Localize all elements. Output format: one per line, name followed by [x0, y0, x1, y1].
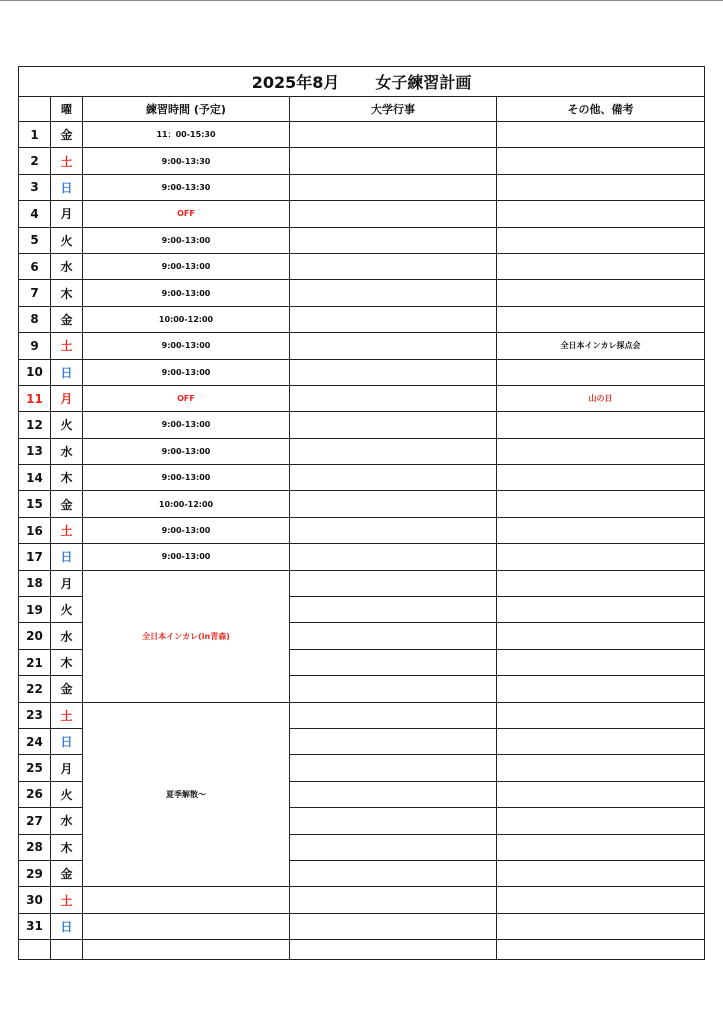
university-event-cell [290, 333, 497, 359]
practice-time-cell: 9:00-13:30 [83, 174, 290, 200]
day-row [19, 122, 705, 148]
dow-cell: 日 [51, 359, 83, 385]
blank-cell [290, 940, 497, 960]
day-row [19, 887, 705, 913]
notes-cell [497, 676, 705, 702]
dow-cell: 木 [51, 834, 83, 860]
date-cell: 6 [19, 253, 51, 279]
dow-cell: 木 [51, 280, 83, 306]
date-cell: 27 [19, 808, 51, 834]
day-row [19, 306, 705, 332]
day-row [19, 517, 705, 543]
dow-cell: 火 [51, 412, 83, 438]
merged-practice-block: 夏季解散～ [83, 702, 290, 887]
date-cell: 16 [19, 517, 51, 543]
day-row [19, 280, 705, 306]
header-practice-time: 練習時間 (予定) [83, 97, 290, 122]
day-row [19, 201, 705, 227]
dow-cell: 水 [51, 623, 83, 649]
dow-cell: 月 [51, 570, 83, 596]
notes-cell [497, 359, 705, 385]
date-cell: 30 [19, 887, 51, 913]
date-cell: 2 [19, 148, 51, 174]
university-event-cell [290, 570, 497, 596]
university-event-cell [290, 280, 497, 306]
dow-cell: 金 [51, 122, 83, 148]
dow-cell: 火 [51, 781, 83, 807]
notes-cell [497, 623, 705, 649]
university-event-cell [290, 306, 497, 332]
blank-cell [497, 940, 705, 960]
university-event-cell [290, 517, 497, 543]
dow-cell: 金 [51, 860, 83, 886]
day-row [19, 570, 705, 596]
dow-cell: 木 [51, 465, 83, 491]
university-event-cell [290, 649, 497, 675]
date-cell: 5 [19, 227, 51, 253]
university-event-cell [290, 465, 497, 491]
date-cell: 20 [19, 623, 51, 649]
dow-cell: 水 [51, 438, 83, 464]
university-event-cell [290, 597, 497, 623]
dow-cell: 日 [51, 913, 83, 939]
dow-cell: 木 [51, 649, 83, 675]
title-plan: 女子練習計画 [375, 73, 472, 92]
date-cell: 11 [19, 385, 51, 411]
day-row [19, 544, 705, 570]
day-row [19, 438, 705, 464]
university-event-cell [290, 860, 497, 886]
dow-cell: 金 [51, 306, 83, 332]
notes-cell [497, 755, 705, 781]
date-cell: 24 [19, 728, 51, 754]
practice-time-cell: 9:00-13:00 [83, 253, 290, 279]
dow-cell: 火 [51, 227, 83, 253]
date-cell: 3 [19, 174, 51, 200]
university-event-cell [290, 808, 497, 834]
date-cell: 4 [19, 201, 51, 227]
header-dow: 曜 [51, 97, 83, 122]
practice-time-cell: 10:00-12:00 [83, 491, 290, 517]
notes-cell [497, 465, 705, 491]
day-row [19, 491, 705, 517]
schedule-title [19, 67, 705, 97]
notes-cell [497, 148, 705, 174]
practice-time-cell: OFF [83, 385, 290, 411]
practice-time-cell [83, 913, 290, 939]
notes-cell [497, 728, 705, 754]
university-event-cell [290, 412, 497, 438]
dow-cell: 金 [51, 676, 83, 702]
university-event-cell [290, 122, 497, 148]
notes-cell: 山の日 [497, 385, 705, 411]
university-event-cell [290, 544, 497, 570]
blank-footer-row [19, 940, 705, 960]
day-row [19, 465, 705, 491]
day-row [19, 702, 705, 728]
date-cell: 12 [19, 412, 51, 438]
university-event-cell [290, 623, 497, 649]
practice-time-cell: 9:00-13:00 [83, 465, 290, 491]
top-border-line [0, 0, 723, 1]
practice-time-cell: 9:00-13:00 [83, 438, 290, 464]
notes-cell [497, 702, 705, 728]
dow-cell: 日 [51, 544, 83, 570]
notes-cell: 全日本インカレ採点会 [497, 333, 705, 359]
university-event-cell [290, 174, 497, 200]
header-university-events: 大学行事 [290, 97, 497, 122]
day-row [19, 333, 705, 359]
university-event-cell [290, 438, 497, 464]
practice-time-cell: 9:00-13:30 [83, 148, 290, 174]
notes-cell [497, 227, 705, 253]
date-cell: 25 [19, 755, 51, 781]
notes-cell [497, 781, 705, 807]
date-cell: 28 [19, 834, 51, 860]
day-row [19, 359, 705, 385]
date-cell: 14 [19, 465, 51, 491]
day-row [19, 174, 705, 200]
day-row [19, 148, 705, 174]
dow-cell: 日 [51, 174, 83, 200]
notes-cell [497, 860, 705, 886]
university-event-cell [290, 385, 497, 411]
notes-cell [497, 122, 705, 148]
notes-cell [497, 913, 705, 939]
title-month: 2025年8月 [251, 73, 340, 92]
date-cell: 7 [19, 280, 51, 306]
date-cell: 13 [19, 438, 51, 464]
notes-cell [497, 438, 705, 464]
practice-time-cell: 9:00-13:00 [83, 227, 290, 253]
practice-time-cell [83, 887, 290, 913]
notes-cell [497, 570, 705, 596]
date-cell: 9 [19, 333, 51, 359]
date-cell: 29 [19, 860, 51, 886]
notes-cell [497, 887, 705, 913]
practice-time-cell: 11：00-15:30 [83, 122, 290, 148]
university-event-cell [290, 201, 497, 227]
notes-cell [497, 306, 705, 332]
university-event-cell [290, 148, 497, 174]
practice-time-cell: 9:00-13:00 [83, 412, 290, 438]
practice-time-cell: 9:00-13:00 [83, 333, 290, 359]
header-notes: その他、備考 [497, 97, 705, 122]
practice-time-cell: 9:00-13:00 [83, 544, 290, 570]
date-cell: 26 [19, 781, 51, 807]
day-row [19, 412, 705, 438]
dow-cell: 月 [51, 201, 83, 227]
notes-cell [497, 808, 705, 834]
dow-cell: 土 [51, 148, 83, 174]
day-row [19, 913, 705, 939]
date-cell: 18 [19, 570, 51, 596]
dow-cell: 日 [51, 728, 83, 754]
notes-cell [497, 517, 705, 543]
notes-cell [497, 491, 705, 517]
blank-cell [51, 940, 83, 960]
university-event-cell [290, 491, 497, 517]
university-event-cell [290, 755, 497, 781]
university-event-cell [290, 702, 497, 728]
day-row [19, 253, 705, 279]
notes-cell [497, 280, 705, 306]
dow-cell: 土 [51, 702, 83, 728]
notes-cell [497, 253, 705, 279]
date-cell: 15 [19, 491, 51, 517]
university-event-cell [290, 227, 497, 253]
day-row [19, 227, 705, 253]
title-row [19, 67, 705, 97]
date-cell: 22 [19, 676, 51, 702]
university-event-cell [290, 253, 497, 279]
notes-cell [497, 174, 705, 200]
practice-time-cell: OFF [83, 201, 290, 227]
header-row [19, 97, 705, 122]
date-cell: 23 [19, 702, 51, 728]
practice-time-cell: 9:00-13:00 [83, 359, 290, 385]
dow-cell: 火 [51, 597, 83, 623]
blank-cell [19, 940, 51, 960]
dow-cell: 月 [51, 755, 83, 781]
practice-time-cell: 9:00-13:00 [83, 517, 290, 543]
university-event-cell [290, 728, 497, 754]
university-event-cell [290, 834, 497, 860]
date-cell: 21 [19, 649, 51, 675]
date-cell: 1 [19, 122, 51, 148]
date-cell: 8 [19, 306, 51, 332]
university-event-cell [290, 781, 497, 807]
notes-cell [497, 834, 705, 860]
notes-cell [497, 649, 705, 675]
dow-cell: 水 [51, 253, 83, 279]
dow-cell: 土 [51, 887, 83, 913]
university-event-cell [290, 887, 497, 913]
notes-cell [497, 412, 705, 438]
notes-cell [497, 201, 705, 227]
practice-time-cell: 9:00-13:00 [83, 280, 290, 306]
date-cell: 17 [19, 544, 51, 570]
dow-cell: 金 [51, 491, 83, 517]
date-cell: 31 [19, 913, 51, 939]
merged-practice-block: 全日本インカレ(in青森) [83, 570, 290, 702]
university-event-cell [290, 676, 497, 702]
dow-cell: 土 [51, 333, 83, 359]
notes-cell [497, 597, 705, 623]
date-cell: 19 [19, 597, 51, 623]
dow-cell: 土 [51, 517, 83, 543]
practice-time-cell: 10:00-12:00 [83, 306, 290, 332]
header-date [19, 97, 51, 122]
blank-cell [83, 940, 290, 960]
practice-schedule-table [18, 66, 705, 960]
day-row [19, 385, 705, 411]
university-event-cell [290, 913, 497, 939]
notes-cell [497, 544, 705, 570]
date-cell: 10 [19, 359, 51, 385]
university-event-cell [290, 359, 497, 385]
dow-cell: 水 [51, 808, 83, 834]
dow-cell: 月 [51, 385, 83, 411]
